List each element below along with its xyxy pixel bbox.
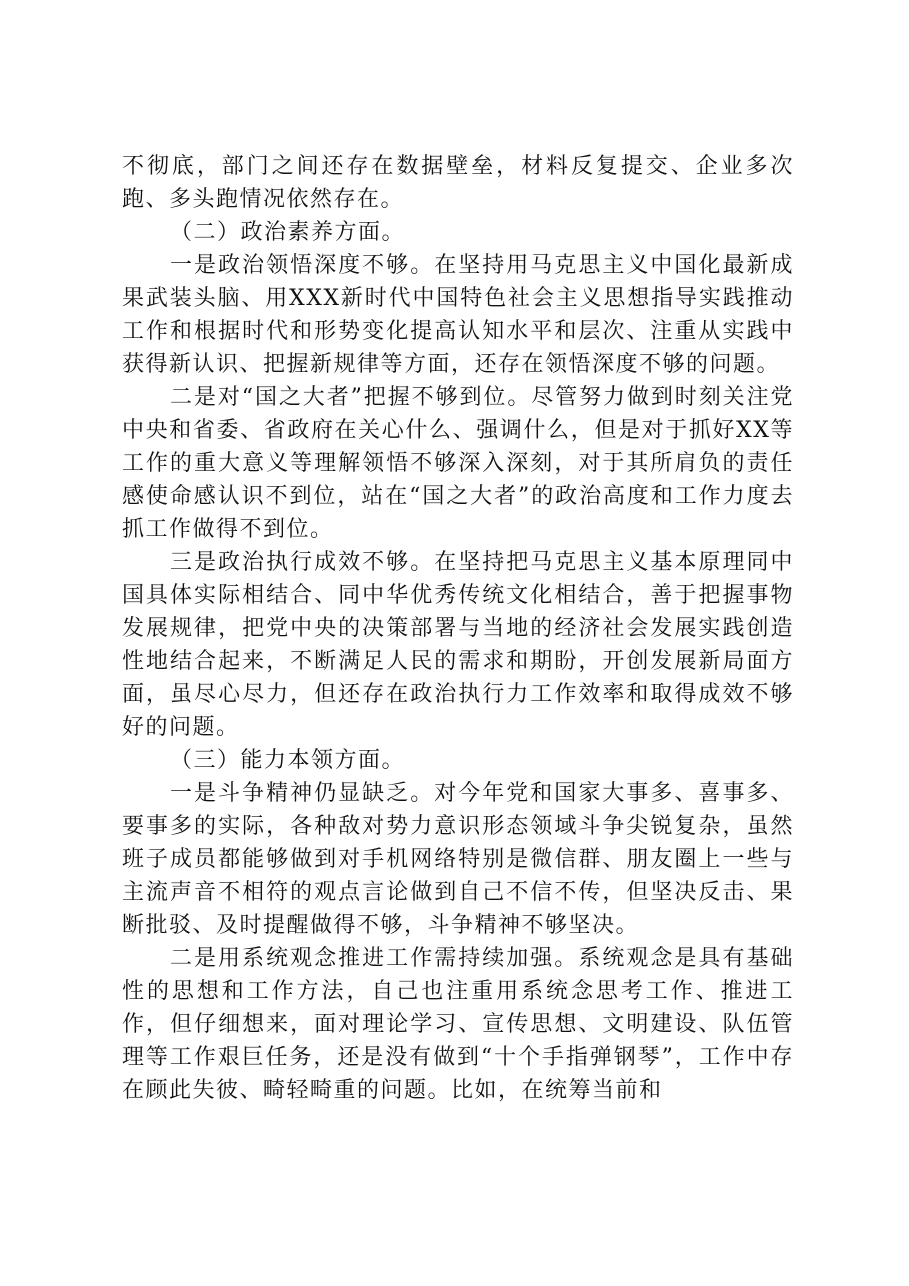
section-heading-political-quality: （二）政治素养方面。 — [170, 220, 406, 245]
section-heading-ability: （三）能力本领方面。 — [170, 748, 406, 773]
paragraph-continuation: 不彻底，部门之间还存在数据壁垒，材料反复提交、企业多次跑、多头跑情况依然存在。 — [122, 154, 794, 212]
document-body — [122, 150, 794, 1107]
paragraph-national-priorities: 二是对“国之大者”把握不够到位。尽管努力做到时刻关注党中央和省委、省政府在关心什么、强调什么，但是对于抓好XX等工作的重大意义等理解领悟不够深入深刻，对于其所肩负的责任感使命感认识不到位，站在“国之大者”的政治高度和工作力度去抓工作做得不到位。 — [122, 385, 794, 542]
paragraph-fighting-spirit: 一是斗争精神仍显缺乏。对今年党和国家大事多、喜事多、要事多的实际，各种敌对势力意识形态领域斗争尖锐复杂，虽然班子成员都能够做到对手机网络特别是微信群、朋友圈上一些与主流声音不相符的观点言论做到自己不信不传，但坚决反击、果断批驳、及时提醒做得不够，斗争精神不够坚决。 — [122, 781, 794, 938]
paragraph-systems-thinking: 二是用系统观念推进工作需持续加强。系统观念是具有基础性的思想和工作方法，自己也注重用系统念思考工作、推进工作，但仔细想来，面对理论学习、宣传思想、文明建设、队伍管理等工作艰巨任务，还是没有做到“十个手指弹钢琴”，工作中存在顾此失彼、畸轻畸重的问题。比如，在统筹当前和 — [122, 946, 794, 1103]
paragraph-political-execution: 三是政治执行成效不够。在坚持把马克思主义基本原理同中国具体实际相结合、同中华优秀传统文化相结合，善于把握事物发展规律，把党中央的决策部署与当地的经济社会发展实践创造性地结合起来，不断满足人民的需求和期盼，开创发展新局面方面，虽尽心尽力，但还存在政治执行力工作效率和取得成效不够好的问题。 — [122, 550, 794, 740]
paragraph-political-comprehension: 一是政治领悟深度不够。在坚持用马克思主义中国化最新成果武装头脑、用XXX新时代中国特色社会主义思想指导实践推动工作和根据时代和形势变化提高认知水平和层次、注重从实践中获得新认识、把握新规律等方面，还存在领悟深度不够的问题。 — [122, 253, 794, 377]
